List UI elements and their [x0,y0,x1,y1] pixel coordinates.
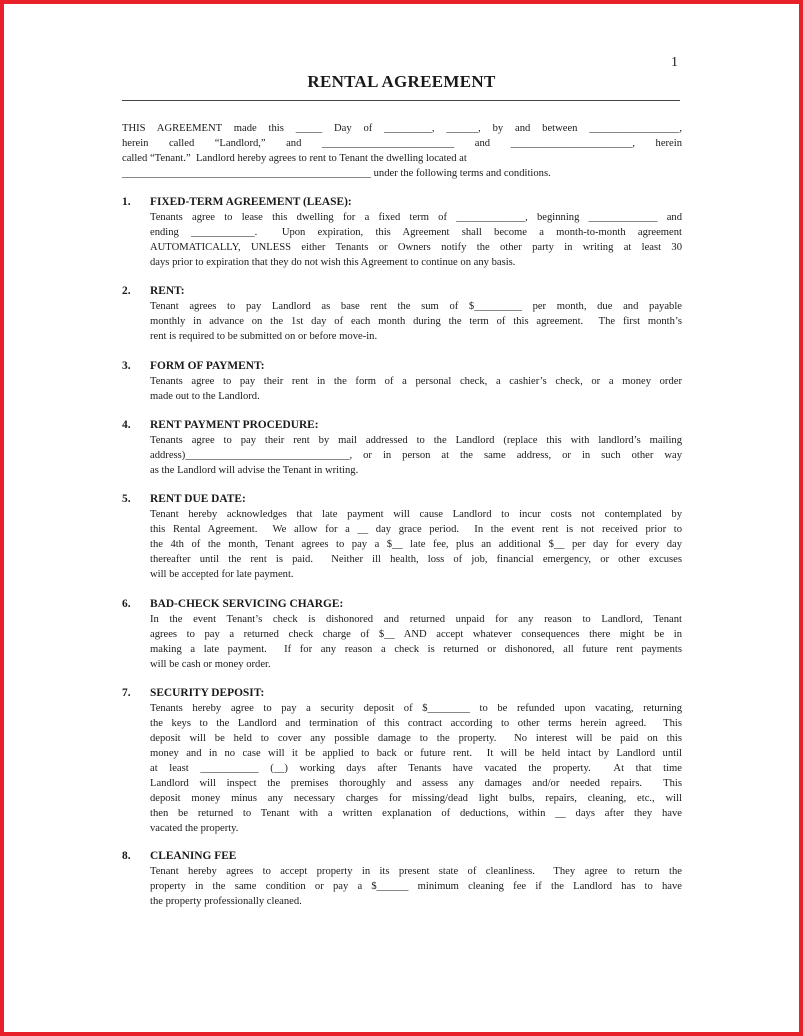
clause-title: CLEANING FEE [150,850,237,862]
clause-line: rent is required to be submitted on or before move-in. [150,331,378,342]
clause-number: 3. [122,360,131,372]
clause-number: 1. [122,196,131,208]
clause-title: RENT DUE DATE: [150,493,246,505]
clause-line: deposit will be held to cover any possible damage to the property. No interest will be paid on this [150,733,682,744]
clause-8 [122,849,682,909]
intro-line: called “Tenant.” Landlord hereby agrees to rent to Tenant the dwelling located at [122,153,467,164]
intro-line: herein called “Landlord,” and _________________________ and _______________________, herein [122,138,682,149]
clause-number: 2. [122,285,131,297]
clause-body [150,701,682,836]
clause-line: Tenants agree to lease this dwelling for a fixed term of _____________, beginning _____________ and [150,212,682,223]
clause-5 [122,492,682,582]
clause-body [150,210,682,270]
clause-body [150,299,682,344]
clause-line: Tenants hereby agree to pay a security deposit of $________ to be refunded upon vacating, returning [150,703,682,714]
clause-line: made out to the Landlord. [150,391,260,402]
intro-line: THIS AGREEMENT made this _____ Day of _________, ______, by and between _________________, [122,123,682,134]
clause-line: Tenants agree to pay their rent by mail addressed to the Landlord (replace this with landlord’s mailing [150,435,682,446]
clause-7 [122,686,682,836]
clause-line: Tenant hereby agrees to accept property in its present state of cleanliness. They agree to return the [150,866,682,877]
clause-line: money and in no case will it be applied to back or future rent. It will be held intact by Landlord until [150,748,682,759]
clause-1 [122,195,682,270]
clause-heading [122,359,682,374]
clause-body [150,612,682,672]
clause-line: Tenant agrees to pay Landlord as base rent the sum of $_________ per month, due and payable [150,301,682,312]
clause-heading [122,492,682,507]
clause-line: property in the same condition or pay a $______ minimum cleaning fee if the Landlord has to have [150,881,682,892]
clause-line: deposit money minus any necessary charges for missing/dead light bulbs, repairs, cleaning, etc., will [150,793,682,804]
clause-line: as the Landlord will advise the Tenant in writing. [150,465,359,476]
intro-line: _______________________________________________ under the following terms and conditions. [122,168,551,179]
clause-line: will be cash or money order. [150,659,271,670]
clause-heading [122,418,682,433]
clause-line: this Rental Agreement. We allow for a __ day grace period. In the event rent is not received prior to [150,524,682,535]
clause-heading [122,284,682,299]
clause-heading [122,686,682,701]
clause-line: making a late payment. If for any reason a check is returned or dishonored, all future rent payments [150,644,682,655]
clause-heading [122,597,682,612]
clause-number: 4. [122,419,131,431]
clause-title: FIXED-TERM AGREEMENT (LEASE): [150,196,352,208]
clause-body [150,864,682,909]
clause-line: the 4th of the month, Tenant agrees to pay a $__ late fee, plus an additional $__ per day for every day [150,539,682,550]
clause-number: 8. [122,850,131,862]
clause-number: 5. [122,493,131,505]
clause-body [150,374,682,404]
clause-body [150,433,682,478]
clause-2 [122,284,682,344]
clause-line: then be returned to Tenant with a written explanation of deductions, within __ days after they have [150,808,682,819]
intro-paragraph [122,121,682,181]
clause-line: address)_______________________________, or in person at the same address, or in such other way [150,450,682,461]
title-divider [122,100,680,101]
clause-title: FORM OF PAYMENT: [150,360,265,372]
clause-line: agrees to pay a returned check charge of $__ AND accept whatever consequences there might be in [150,629,682,640]
clause-number: 7. [122,687,131,699]
clause-6 [122,597,682,672]
clause-title: SECURITY DEPOSIT: [150,687,265,699]
clause-title: RENT: [150,285,185,297]
clause-heading [122,849,682,864]
clause-line: days prior to expiration that they do not wish this Agreement to continue on any basis. [150,257,516,268]
clause-line: vacated the property. [150,823,239,834]
clause-line: In the event Tenant’s check is dishonored and returned unpaid for any reason to Landlord, Tenant [150,614,682,625]
document-title: RENTAL AGREEMENT [307,72,496,91]
clause-heading [122,195,682,210]
clause-line: the keys to the Landlord and termination of this contract according to other terms herein agreed. This [150,718,682,729]
clause-line: at least ___________ (__) working days after Tenants have vacated the property. At that time [150,763,682,774]
clause-line: ending ____________. Upon expiration, this Agreement shall become a month-to-month agreement [150,227,682,238]
clause-title: RENT PAYMENT PROCEDURE: [150,419,319,431]
page-number: 1 [671,55,678,70]
clause-line: will be accepted for late payment. [150,569,294,580]
clause-line: Tenant hereby acknowledges that late payment will cause Landlord to incur costs not contemplated by [150,509,682,520]
clause-body [150,507,682,582]
clause-line: the property professionally cleaned. [150,896,302,907]
clause-line: thereafter until the rent is paid. Neither ill health, loss of job, financial emergency, or other excuses [150,554,682,565]
clause-line: AUTOMATICALLY, UNLESS either Tenants or Owners notify the other party in writing at least 30 [150,242,682,253]
clause-line: Tenants agree to pay their rent in the form of a personal check, a cashier’s check, or a money order [150,376,682,387]
clause-title: BAD-CHECK SERVICING CHARGE: [150,598,344,610]
clause-3 [122,359,682,404]
clause-number: 6. [122,598,131,610]
clause-line: Landlord will inspect the premises thoroughly and assess any damages and/or needed repairs. This [150,778,682,789]
clause-line: monthly in advance on the 1st day of each month during the term of this agreement. The first month’s [150,316,682,327]
clause-4 [122,418,682,478]
